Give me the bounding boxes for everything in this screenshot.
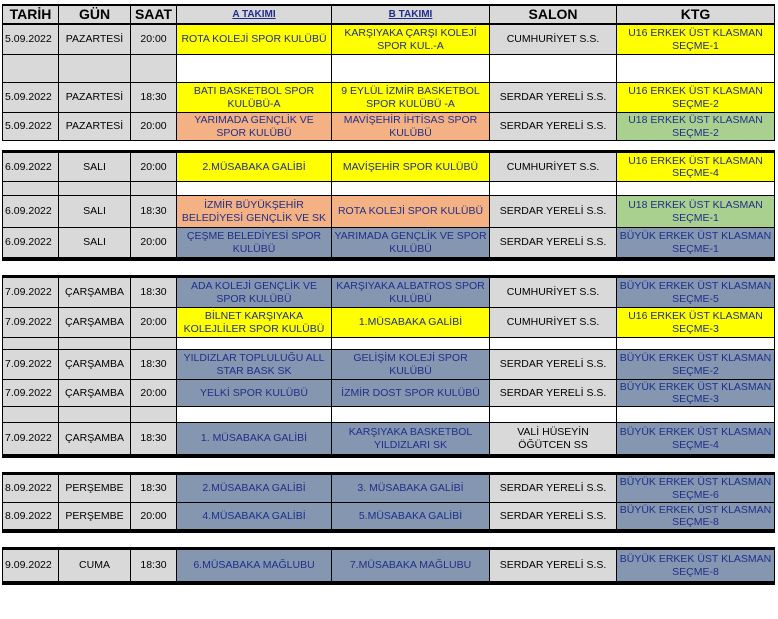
header-salon: SALON bbox=[490, 4, 617, 25]
table-row bbox=[2, 83, 775, 113]
cell-salon: CUMHURİYET S.S. bbox=[490, 308, 617, 338]
header-time: SAAT bbox=[131, 4, 177, 25]
cell-ktg: BÜYÜK ERKEK ÜST KLASMAN SEÇME-6 bbox=[617, 475, 775, 503]
cell-team-a: ADA KOLEJİ GENÇLİK VE SPOR KULÜBÜ bbox=[177, 278, 332, 308]
cell-ktg: U16 ERKEK ÜST KLASMAN SEÇME-4 bbox=[617, 153, 775, 182]
cell-ktg: U16 ERKEK ÜST KLASMAN SEÇME-2 bbox=[617, 83, 775, 113]
cell-ktg: BÜYÜK ERKEK ÜST KLASMAN SEÇME-5 bbox=[617, 278, 775, 308]
cell-date: 6.09.2022 bbox=[2, 228, 59, 258]
cell-time: 20:00 bbox=[131, 25, 177, 55]
cell-date: 7.09.2022 bbox=[2, 350, 59, 380]
cell-day: PAZARTESİ bbox=[59, 83, 131, 113]
table-row bbox=[2, 113, 775, 141]
table-row bbox=[2, 350, 775, 380]
cell-ktg: U18 ERKEK ÜST KLASMAN SEÇME-2 bbox=[617, 113, 775, 141]
cell-day: ÇARŞAMBA bbox=[59, 380, 131, 407]
cell-team-a: YELKİ SPOR KULÜBÜ bbox=[177, 380, 332, 407]
cell-ktg: U16 ERKEK ÜST KLASMAN SEÇME-1 bbox=[617, 25, 775, 55]
cell-time: 18:30 bbox=[131, 423, 177, 455]
cell-team-b: 3. MÜSABAKA GALİBİ bbox=[332, 475, 490, 503]
day-block-2 bbox=[2, 150, 775, 261]
cell-team-b: 9 EYLÜL İZMİR BASKETBOL SPOR KULÜBÜ -A bbox=[332, 83, 490, 113]
cell-salon: SERDAR YERELİ S.S. bbox=[490, 503, 617, 530]
cell-date: 7.09.2022 bbox=[2, 380, 59, 407]
cell-date: 6.09.2022 bbox=[2, 196, 59, 228]
cell-date: 7.09.2022 bbox=[2, 278, 59, 308]
cell-day: PAZARTESİ bbox=[59, 25, 131, 55]
cell-salon: SERDAR YERELİ S.S. bbox=[490, 228, 617, 258]
cell-date: 5.09.2022 bbox=[2, 83, 59, 113]
header-date: TARİH bbox=[2, 4, 59, 25]
cell-team-b: İZMİR DOST SPOR KULÜBÜ bbox=[332, 380, 490, 407]
cell-day: ÇARŞAMBA bbox=[59, 278, 131, 308]
cell-day: SALI bbox=[59, 196, 131, 228]
cell-team-a: ÇEŞME BELEDİYESİ SPOR KULÜBÜ bbox=[177, 228, 332, 258]
cell-team-b: MAVİŞEHİR İHTİSAS SPOR KULÜBÜ bbox=[332, 113, 490, 141]
cell-team-a: 4.MÜSABAKA GALİBİ bbox=[177, 503, 332, 530]
day-block-1 bbox=[2, 25, 775, 141]
cell-day: ÇARŞAMBA bbox=[59, 350, 131, 380]
cell-ktg: BÜYÜK ERKEK ÜST KLASMAN SEÇME-1 bbox=[617, 228, 775, 258]
cell-salon: CUMHURİYET S.S. bbox=[490, 278, 617, 308]
cell-salon: VALİ HÜSEYİN ÖĞÜTCEN SS bbox=[490, 423, 617, 455]
cell-date: 5.09.2022 bbox=[2, 113, 59, 141]
cell-day: SALI bbox=[59, 228, 131, 258]
cell-ktg: BÜYÜK ERKEK ÜST KLASMAN SEÇME-2 bbox=[617, 350, 775, 380]
cell-team-a: BATI BASKETBOL SPOR KULÜBÜ-A bbox=[177, 83, 332, 113]
cell-team-b: KARŞIYAKA ALBATROS SPOR KULÜBÜ bbox=[332, 278, 490, 308]
cell-salon: SERDAR YERELİ S.S. bbox=[490, 83, 617, 113]
schedule-table bbox=[2, 4, 775, 585]
cell-team-b: 7.MÜSABAKA MAĞLUBU bbox=[332, 550, 490, 582]
cell-salon: SERDAR YERELİ S.S. bbox=[490, 475, 617, 503]
cell-time: 18:30 bbox=[131, 475, 177, 503]
cell-team-a: 1. MÜSABAKA GALİBİ bbox=[177, 423, 332, 455]
cell-day: SALI bbox=[59, 153, 131, 182]
spacer-row bbox=[2, 182, 775, 196]
cell-team-a: YARIMADA GENÇLİK VE SPOR KULÜBÜ bbox=[177, 113, 332, 141]
cell-team-a: BİLNET KARŞIYAKA KOLEJLİLER SPOR KULÜBÜ bbox=[177, 308, 332, 338]
spacer-row bbox=[2, 407, 775, 423]
cell-day: PERŞEMBE bbox=[59, 475, 131, 503]
table-row bbox=[2, 278, 775, 308]
cell-date: 7.09.2022 bbox=[2, 308, 59, 338]
header-ktg: KTG bbox=[617, 4, 775, 25]
cell-ktg: U18 ERKEK ÜST KLASMAN SEÇME-1 bbox=[617, 196, 775, 228]
table-row bbox=[2, 503, 775, 530]
cell-time: 18:30 bbox=[131, 350, 177, 380]
cell-time: 20:00 bbox=[131, 503, 177, 530]
table-row bbox=[2, 380, 775, 407]
cell-day: ÇARŞAMBA bbox=[59, 423, 131, 455]
cell-time: 20:00 bbox=[131, 308, 177, 338]
cell-ktg: BÜYÜK ERKEK ÜST KLASMAN SEÇME-8 bbox=[617, 550, 775, 582]
cell-team-b: MAVİŞEHİR SPOR KULÜBÜ bbox=[332, 153, 490, 182]
spacer-row bbox=[2, 55, 775, 83]
cell-salon: SERDAR YERELİ S.S. bbox=[490, 380, 617, 407]
header-team-b: B TAKIMI bbox=[332, 4, 490, 25]
cell-salon: SERDAR YERELİ S.S. bbox=[490, 350, 617, 380]
cell-ktg: BÜYÜK ERKEK ÜST KLASMAN SEÇME-4 bbox=[617, 423, 775, 455]
cell-salon: CUMHURİYET S.S. bbox=[490, 153, 617, 182]
cell-salon: SERDAR YERELİ S.S. bbox=[490, 113, 617, 141]
cell-ktg: BÜYÜK ERKEK ÜST KLASMAN SEÇME-3 bbox=[617, 380, 775, 407]
cell-ktg: BÜYÜK ERKEK ÜST KLASMAN SEÇME-8 bbox=[617, 503, 775, 530]
cell-team-a: İZMİR BÜYÜKŞEHİR BELEDİYESİ GENÇLİK VE SK bbox=[177, 196, 332, 228]
cell-time: 20:00 bbox=[131, 228, 177, 258]
header-row bbox=[2, 4, 775, 25]
cell-team-b: KARŞIYAKA ÇARŞI KOLEJİ SPOR KUL.-A bbox=[332, 25, 490, 55]
cell-salon: SERDAR YERELİ S.S. bbox=[490, 550, 617, 582]
cell-time: 18:30 bbox=[131, 83, 177, 113]
header-team-a: A TAKIMI bbox=[177, 4, 332, 25]
cell-time: 18:30 bbox=[131, 196, 177, 228]
cell-date: 5.09.2022 bbox=[2, 25, 59, 55]
table-row bbox=[2, 308, 775, 338]
cell-date: 6.09.2022 bbox=[2, 153, 59, 182]
cell-time: 20:00 bbox=[131, 113, 177, 141]
cell-time: 18:30 bbox=[131, 550, 177, 582]
cell-day: PERŞEMBE bbox=[59, 503, 131, 530]
cell-team-b: ROTA KOLEJİ SPOR KULÜBÜ bbox=[332, 196, 490, 228]
cell-team-a: YILDIZLAR TOPLULUĞU ALL STAR BASK SK bbox=[177, 350, 332, 380]
cell-ktg: U16 ERKEK ÜST KLASMAN SEÇME-3 bbox=[617, 308, 775, 338]
cell-date: 8.09.2022 bbox=[2, 503, 59, 530]
table-row bbox=[2, 475, 775, 503]
cell-team-b: 5.MÜSABAKA GALİBİ bbox=[332, 503, 490, 530]
cell-day: ÇARŞAMBA bbox=[59, 308, 131, 338]
table-row bbox=[2, 550, 775, 582]
cell-time: 20:00 bbox=[131, 380, 177, 407]
table-row bbox=[2, 423, 775, 455]
cell-date: 7.09.2022 bbox=[2, 423, 59, 455]
table-row bbox=[2, 25, 775, 55]
cell-team-b: KARŞIYAKA BASKETBOL YILDIZLARI SK bbox=[332, 423, 490, 455]
cell-team-a: 2.MÜSABAKA GALİBİ bbox=[177, 153, 332, 182]
cell-team-b: YARIMADA GENÇLİK VE SPOR KULÜBÜ bbox=[332, 228, 490, 258]
cell-team-a: 2.MÜSABAKA GALİBİ bbox=[177, 475, 332, 503]
day-block-3 bbox=[2, 275, 775, 458]
day-block-5 bbox=[2, 547, 775, 585]
cell-date: 8.09.2022 bbox=[2, 475, 59, 503]
cell-team-a: 6.MÜSABAKA MAĞLUBU bbox=[177, 550, 332, 582]
cell-date: 9.09.2022 bbox=[2, 550, 59, 582]
cell-day: PAZARTESİ bbox=[59, 113, 131, 141]
cell-time: 20:00 bbox=[131, 153, 177, 182]
cell-time: 18:30 bbox=[131, 278, 177, 308]
table-row bbox=[2, 228, 775, 258]
cell-salon: CUMHURİYET S.S. bbox=[490, 25, 617, 55]
cell-salon: SERDAR YERELİ S.S. bbox=[490, 196, 617, 228]
table-row bbox=[2, 196, 775, 228]
table-row bbox=[2, 153, 775, 182]
header-day: GÜN bbox=[59, 4, 131, 25]
cell-day: CUMA bbox=[59, 550, 131, 582]
cell-team-b: 1.MÜSABAKA GALİBİ bbox=[332, 308, 490, 338]
cell-team-a: ROTA KOLEJİ SPOR KULÜBÜ bbox=[177, 25, 332, 55]
day-block-4 bbox=[2, 472, 775, 533]
cell-team-b: GELİŞİM KOLEJİ SPOR KULÜBÜ bbox=[332, 350, 490, 380]
spacer-row bbox=[2, 338, 775, 350]
